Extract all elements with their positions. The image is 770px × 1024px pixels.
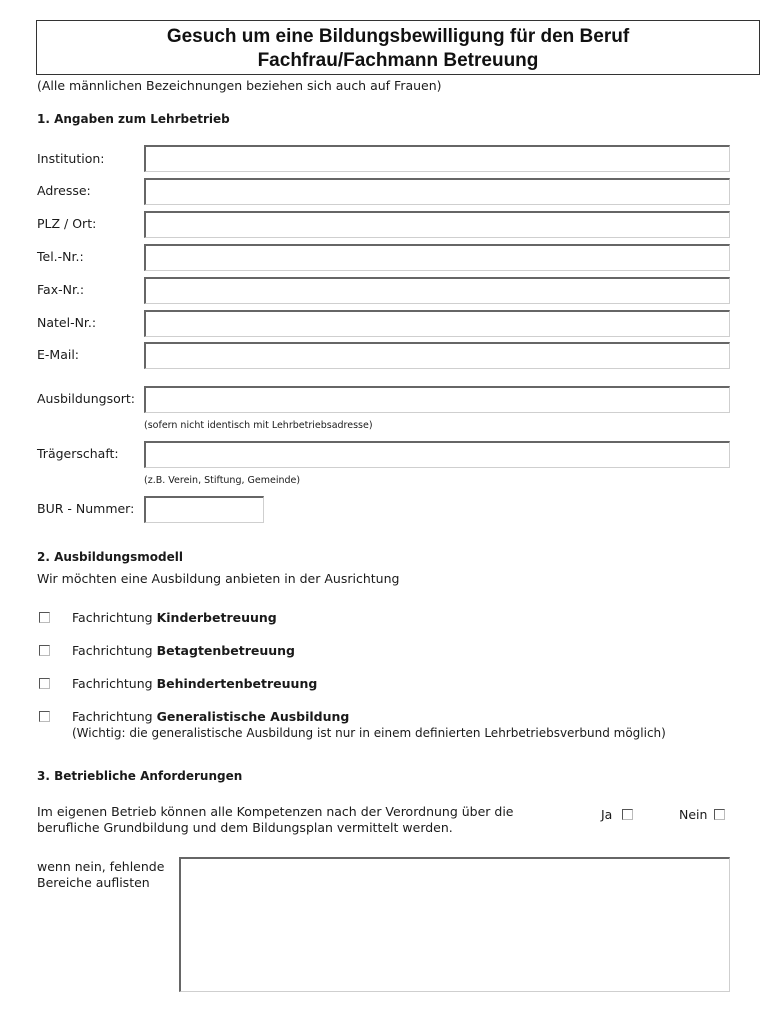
option-kinderbetreuung-name: Kinderbetreuung: [156, 610, 277, 625]
ausbildungsort-field[interactable]: [144, 386, 730, 413]
generalistisch-note: (Wichtig: die generalistische Ausbildung ist nur in einem definierten Lehrbetriebsverbund möglich): [72, 726, 666, 740]
gender-note: (Alle männlichen Bezeichnungen beziehen sich auch auf Frauen): [37, 78, 442, 93]
form-title-line2: Fachfrau/Fachmann Betreuung: [257, 50, 539, 71]
adresse-field[interactable]: [144, 178, 730, 205]
option-prefix: Fachrichtung: [72, 610, 153, 625]
missing-label-line1: wenn nein, fehlende: [37, 859, 165, 874]
institution-label: Institution:: [37, 151, 105, 166]
section1-heading: 1. Angaben zum Lehrbetrieb: [37, 112, 230, 126]
question-line1: Im eigenen Betrieb können alle Kompetenzen nach der Verordnung über die: [37, 804, 514, 819]
missing-label-line2: Bereiche auflisten: [37, 875, 150, 890]
form-title-line1: Gesuch um eine Bildungsbewilligung für den Beruf: [166, 26, 630, 47]
section2-heading: 2. Ausbildungsmodell: [37, 550, 183, 564]
option-prefix: Fachrichtung: [72, 643, 153, 658]
ausbildungsort-hint: (sofern nicht identisch mit Lehrbetriebsadresse): [144, 420, 373, 431]
bur-label: BUR - Nummer:: [37, 501, 135, 516]
fax-label: Fax-Nr.:: [37, 282, 85, 297]
fax-field[interactable]: [144, 277, 730, 304]
traegerschaft-label: Trägerschaft:: [37, 446, 119, 461]
tel-label: Tel.-Nr.:: [37, 249, 84, 264]
no-label: Nein: [679, 807, 708, 822]
plz-ort-field[interactable]: [144, 211, 730, 238]
option-behindertenbetreuung-name: Behindertenbetreuung: [156, 676, 318, 691]
missing-areas-textarea[interactable]: [179, 857, 730, 992]
section2-intro: Wir möchten eine Ausbildung anbieten in der Ausrichtung: [37, 571, 400, 586]
email-field[interactable]: [144, 342, 730, 369]
ausbildungsort-label: Ausbildungsort:: [37, 391, 135, 406]
traegerschaft-hint: (z.B. Verein, Stiftung, Gemeinde): [144, 475, 301, 486]
option-betagtenbetreuung-name: Betagtenbetreuung: [156, 643, 295, 658]
behindertenbetreuung-checkbox[interactable]: [39, 678, 50, 689]
generalistisch-checkbox[interactable]: [39, 711, 50, 722]
option-prefix: Fachrichtung: [72, 676, 153, 691]
section3-heading: 3. Betriebliche Anforderungen: [37, 769, 243, 783]
title-box: [36, 20, 760, 75]
no-checkbox[interactable]: [714, 809, 725, 820]
bur-field[interactable]: [144, 496, 264, 523]
question-line2: berufliche Grundbildung und dem Bildungsplan vermittelt werden.: [37, 820, 453, 835]
institution-field[interactable]: [144, 145, 730, 172]
option-kinderbetreuung: [72, 610, 277, 626]
option-generalistisch: [72, 709, 349, 725]
yes-checkbox[interactable]: [622, 809, 633, 820]
option-prefix: Fachrichtung: [72, 709, 153, 724]
traegerschaft-field[interactable]: [144, 441, 730, 468]
option-betagtenbetreuung: [72, 643, 295, 659]
natel-field[interactable]: [144, 310, 730, 337]
natel-label: Natel-Nr.:: [37, 315, 97, 330]
adresse-label: Adresse:: [37, 183, 91, 198]
plz-ort-label: PLZ / Ort:: [37, 216, 97, 231]
kinderbetreuung-checkbox[interactable]: [39, 612, 50, 623]
betagtenbetreuung-checkbox[interactable]: [39, 645, 50, 656]
email-label: E-Mail:: [37, 347, 80, 362]
option-behindertenbetreuung: [72, 676, 317, 692]
option-generalistisch-name: Generalistische Ausbildung: [156, 709, 350, 724]
yes-label: Ja: [601, 807, 613, 822]
tel-field[interactable]: [144, 244, 730, 271]
